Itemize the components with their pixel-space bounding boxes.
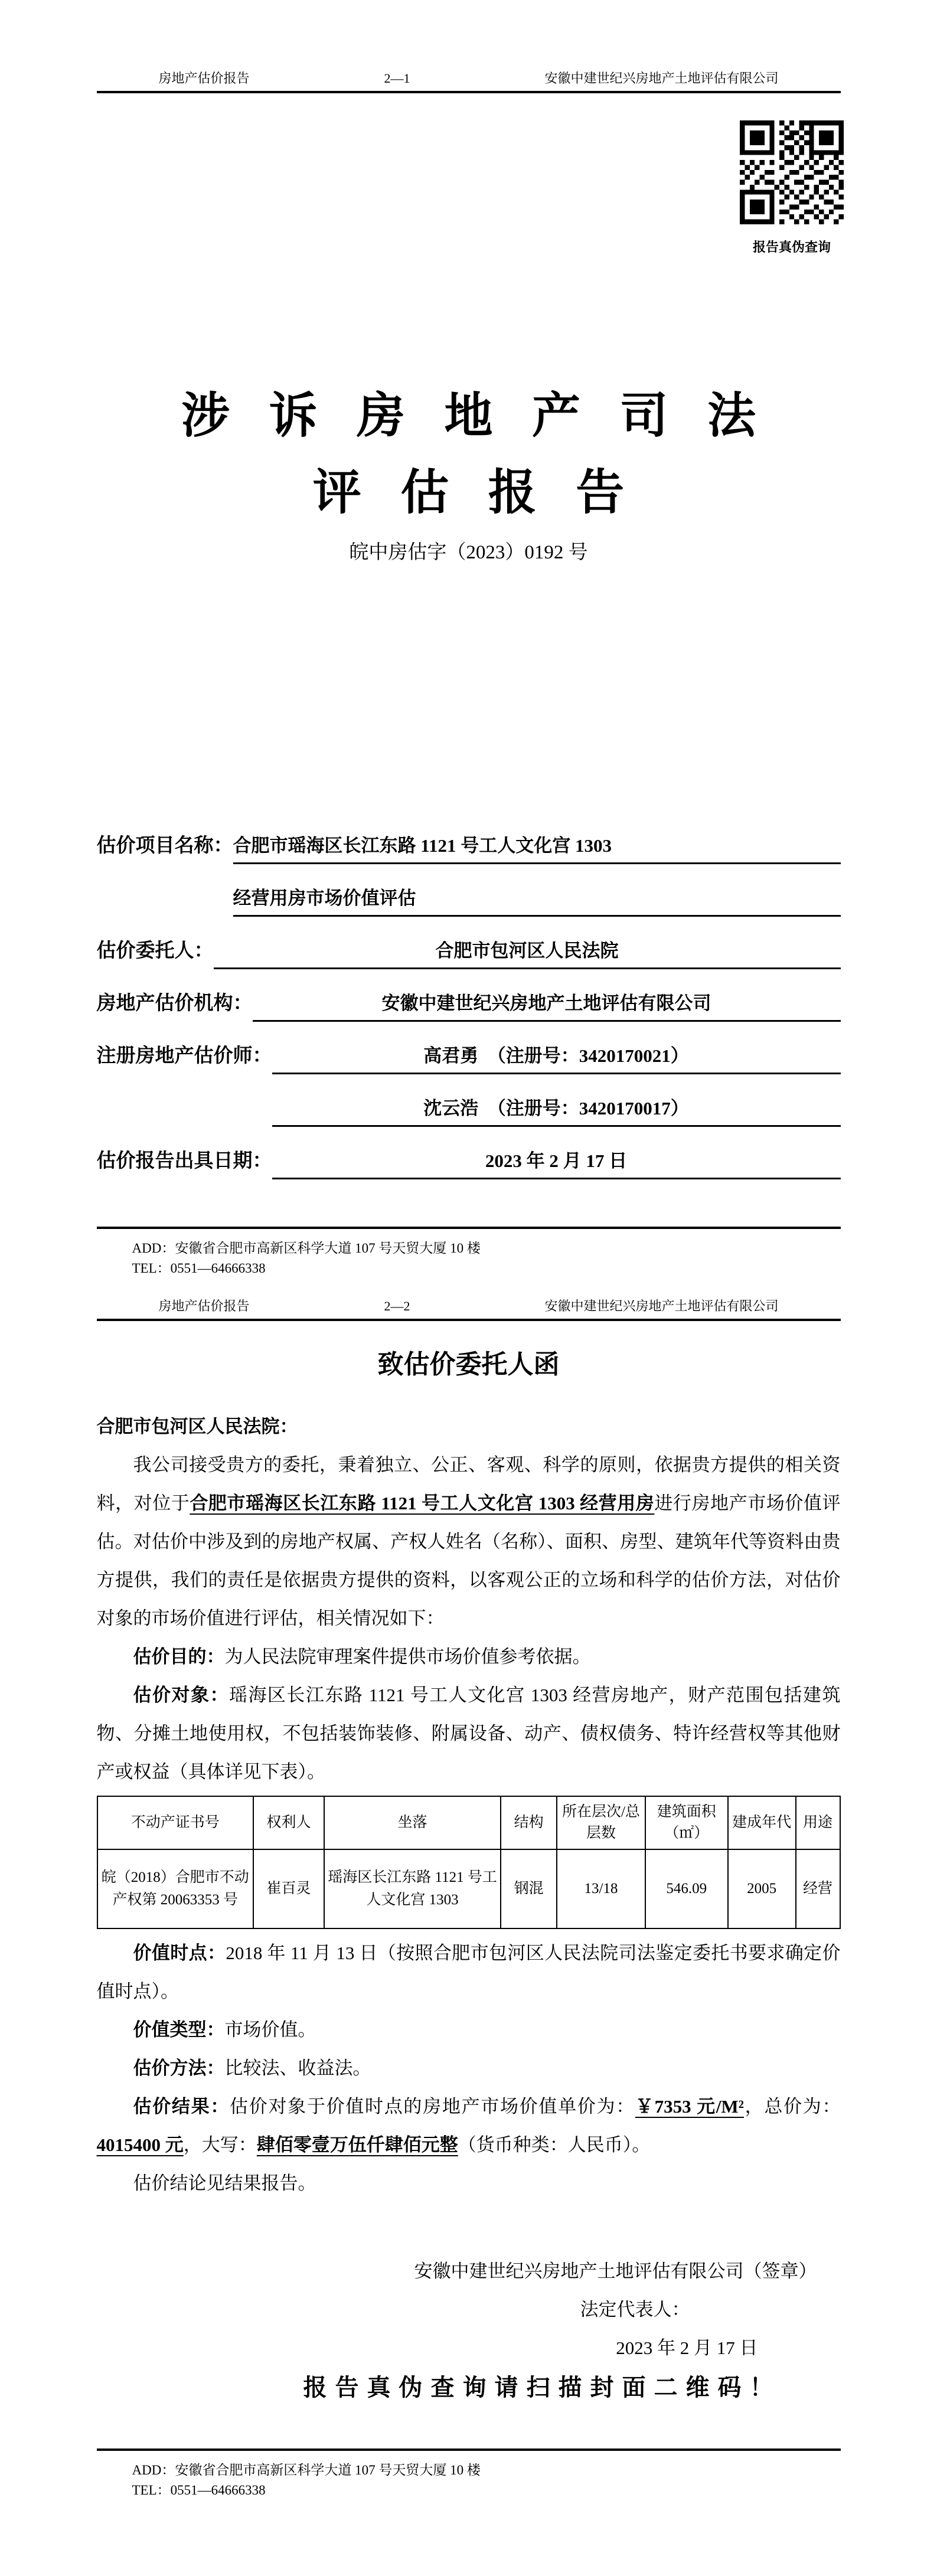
paragraph-intro: [97, 1446, 841, 1637]
purpose-label: 估价目的：: [133, 1646, 225, 1667]
method-text: 比较法、收益法。: [224, 2058, 371, 2078]
subject-property-table: [97, 1796, 841, 1929]
page1-footer: [97, 1227, 841, 1279]
field-project-name-label: 估价项目名称：: [96, 835, 233, 857]
field-client-label: 估价委托人：: [96, 940, 214, 962]
result-unit-price: ￥7353 元/M²: [635, 2096, 744, 2117]
intro-property-name: 合肥市瑶海区长江东路 1121 号工人文化宫 1303 经营用房: [190, 1493, 655, 1513]
result-total-price: 4015400 元: [96, 2134, 184, 2155]
col-certificate-no: 不动产证书号: [97, 1796, 254, 1849]
page1-header-page-number: 2—1: [384, 71, 410, 86]
value-date-text: 2018 年 11 月 13 日（按照合肥市包河区人民法院司法鉴定委托书要求确定价值时点）。: [96, 1943, 841, 2002]
method-label: 估价方法：: [133, 2058, 225, 2078]
signature-date: 2023 年 2 月 17 日: [616, 2338, 758, 2358]
paragraph-method: [97, 2049, 841, 2087]
col-structure: 结构: [501, 1796, 557, 1849]
qr-caption: 报告真伪查询: [752, 240, 831, 254]
col-year-built: 建成年代: [728, 1796, 796, 1849]
intro-pre: 我公司接受贵方的委托，秉着独立、公正、客观、科学的原则，依据贵方提供的相关资料，对位于: [96, 1454, 841, 1513]
page2-header-doc-type: 房地产估价报告: [158, 1299, 250, 1313]
field-agency-label: 房地产估价机构：: [96, 993, 253, 1014]
col-use: 用途: [796, 1796, 840, 1849]
field-appraiser-2: [97, 1093, 841, 1127]
page1-header: [97, 71, 841, 93]
signature-company: 安徽中建世纪兴房地产土地评估有限公司（签章）: [414, 2261, 817, 2281]
letter-body: [97, 1407, 841, 2407]
paragraph-purpose: [97, 1637, 841, 1676]
page2-header-page-number: 2—2: [384, 1299, 410, 1313]
paragraph-result: [97, 2087, 841, 2164]
paragraph-value-date: [97, 1934, 841, 2011]
cover-fields: [97, 830, 841, 1179]
col-floor: 所在层次/总层数: [557, 1796, 645, 1849]
cell-location: 瑶海区长江东路 1121 号工人文化宫 1303: [324, 1849, 501, 1928]
col-owner: 权利人: [253, 1796, 324, 1849]
subject-label: 估价对象：: [133, 1685, 229, 1705]
value-type-label: 价值类型：: [133, 2019, 225, 2040]
result-text-4: （货币种类：人民币）。: [458, 2134, 651, 2155]
footer-address: ADD：安徽省合肥市高新区科学大道 107 号天贸大厦 10 楼: [132, 2463, 481, 2477]
col-area: 建筑面积（㎡）: [645, 1796, 728, 1849]
table-row: [97, 1849, 840, 1928]
field-appraiser-1: [97, 1040, 841, 1074]
field-appraiser-2-value: 沈云浩 （注册号：3420170017）: [272, 1096, 841, 1127]
result-total-price-words: 肆佰零壹万伍仟肆佰元整: [256, 2134, 458, 2155]
cell-area: 546.09: [645, 1849, 728, 1928]
col-location: 坐落: [324, 1796, 501, 1849]
cell-certificate-no: 皖（2018）合肥市不动产权第 20063353 号: [97, 1849, 254, 1928]
value-type-text: 市场价值。: [224, 2019, 316, 2040]
cell-owner: 崔百灵: [253, 1849, 324, 1928]
field-agency: [97, 988, 841, 1022]
field-project-name: [97, 830, 841, 864]
cell-year-built: 2005: [728, 1849, 796, 1928]
field-client-value: 合肥市包河区人民法院: [214, 938, 841, 969]
cell-floor: 13/18: [557, 1849, 645, 1928]
verification-notice: 报告真伪查询请扫描封面二维码！: [303, 2374, 782, 2401]
table-header-row: [97, 1796, 840, 1849]
report-title-line1: 涉 诉 房 地 产 司 法: [181, 389, 756, 443]
field-project-name-value: 合肥市瑶海区长江东路 1121 号工人文化宫 1303: [233, 833, 841, 864]
field-project-name-value2: 经营用房市场价值评估: [233, 885, 841, 917]
salutation: 合肥市包河区人民法院：: [96, 1416, 298, 1437]
signature-legal-representative: 法定代表人：: [580, 2299, 690, 2320]
field-issue-date: [97, 1145, 841, 1179]
field-appraiser-1-value: 高君勇 （注册号：3420170021）: [272, 1043, 841, 1074]
report-title: [0, 378, 937, 531]
footer-address: ADD：安徽省合肥市高新区科学大道 107 号天贸大厦 10 楼: [132, 1241, 481, 1256]
qr-code-icon: [740, 120, 844, 224]
paragraph-subject: [97, 1676, 841, 1791]
footer-telephone: TEL：0551—64666338: [132, 1261, 266, 1276]
purpose-text: 为人民法院审理案件提供市场价值参考依据。: [224, 1646, 591, 1667]
result-text-3: ，大写：: [183, 2134, 257, 2155]
field-issue-date-label: 估价报告出具日期：: [96, 1150, 272, 1172]
footer-telephone: TEL：0551—64666338: [132, 2483, 266, 2497]
intro-post: 进行房地产市场价值评估。对估价中涉及到的房地产权属、产权人姓名（名称）、面积、房型、建筑年代等资料由贵方提供，我们的责任是依据贵方提供的资料，以客观公正的立场和科学的估价方法，对估价对象的市场价值进行评估，相关情况如下：: [96, 1493, 841, 1629]
field-agency-value: 安徽中建世纪兴房地产土地评估有限公司: [253, 990, 841, 1022]
paragraph-conclusion: 估价结论见结果报告。: [133, 2173, 316, 2193]
page1-header-company: 安徽中建世纪兴房地产土地评估有限公司: [544, 71, 779, 86]
subject-text: 瑶海区长江东路 1121 号工人文化宫 1303 经营房地产，财产范围包括建筑物、分摊土地使用权，不包括装饰装修、附属设备、动产、债权债务、特许经营权等其他财产或权益（具体详见下表）。: [96, 1685, 841, 1782]
field-client: [97, 935, 841, 969]
result-label: 估价结果：: [133, 2096, 230, 2117]
value-date-label: 价值时点：: [133, 1943, 226, 1963]
paragraph-value-type: [97, 2011, 841, 2049]
field-project-name-line2: [97, 882, 841, 917]
report-title-line2: 评 估 报 告: [312, 466, 625, 519]
field-issue-date-value: 2023 年 2 月 17 日: [272, 1148, 841, 1179]
page2-footer: [97, 2448, 841, 2500]
result-text-2: ，总价为：: [743, 2096, 841, 2117]
cell-use: 经营: [796, 1849, 840, 1928]
letter-title: 致估价委托人函: [377, 1350, 560, 1379]
qr-section: [0, 120, 937, 255]
result-text-1: 估价对象于价值时点的房地产市场价值单价为：: [230, 2096, 635, 2117]
cell-structure: 钢混: [501, 1849, 557, 1928]
page1-header-doc-type: 房地产估价报告: [158, 71, 250, 86]
page2-header-company: 安徽中建世纪兴房地产土地评估有限公司: [544, 1299, 779, 1313]
doc-number: 皖中房估字（2023）0192 号: [349, 542, 588, 563]
field-appraiser-label: 注册房地产估价师：: [96, 1045, 272, 1067]
page2-header: [97, 1299, 841, 1321]
